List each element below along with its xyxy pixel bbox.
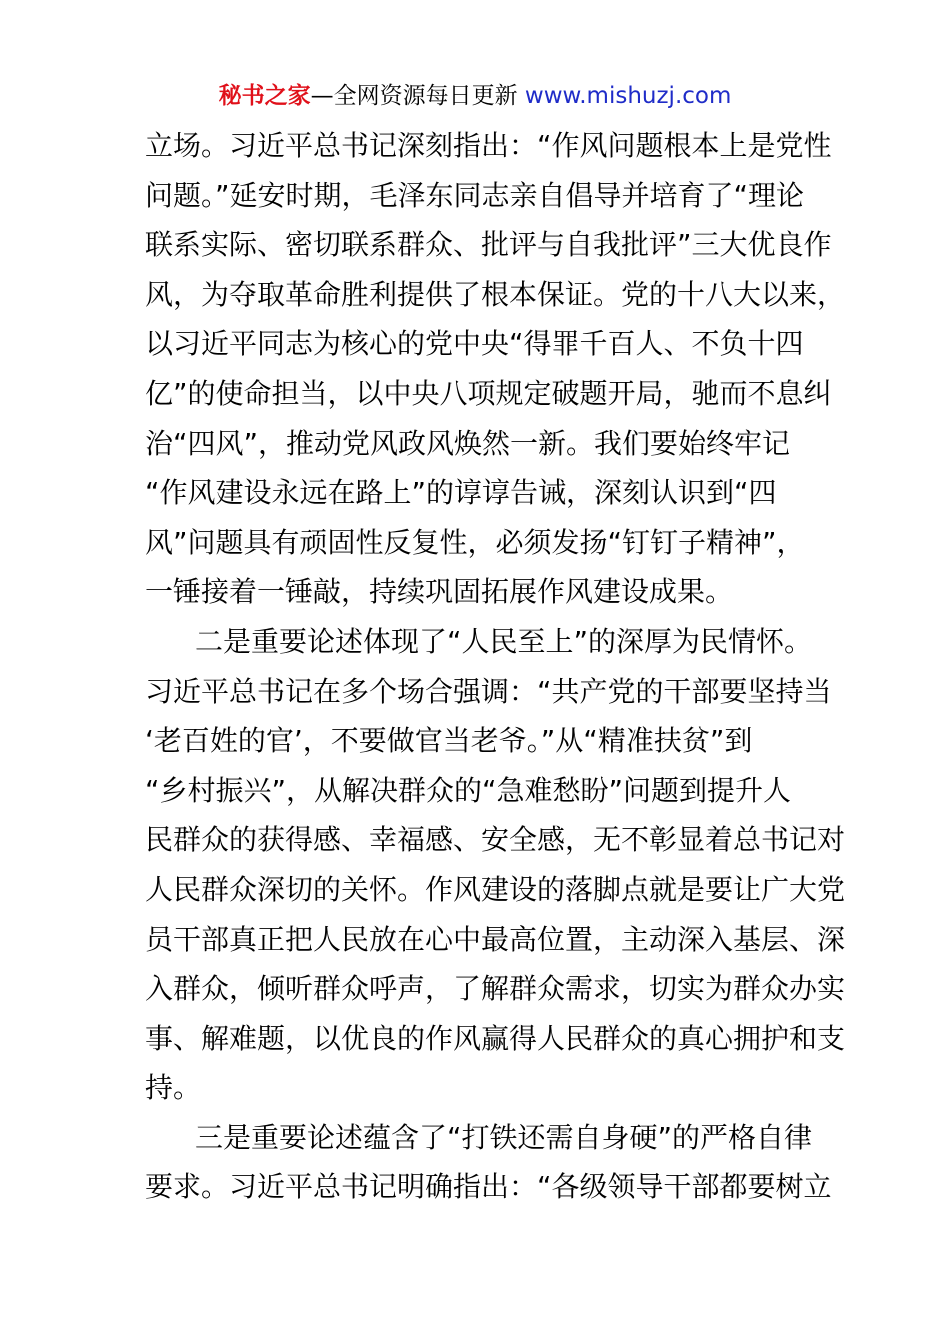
text-line: 风”问题具有顽固性反复性，必须发扬“钉钉子精神”，: [145, 525, 805, 559]
document-body: [145, 121, 846, 1212]
document-header: [0, 80, 950, 112]
text-line: 一锤接着一锤敲，持续巩固拓展作风建设成果。: [145, 575, 734, 609]
text-line: 民群众的获得感、幸福感、安全感，无不彰显着总书记对: [145, 823, 846, 857]
paragraph-start-line: 二是重要论述体现了“人民至上”的深厚为民情怀。: [195, 624, 813, 658]
text-line: 习近平总书记在多个场合强调：“共产党的干部要坚持当: [145, 674, 832, 708]
text-line: 人民群众深切的关怀。作风建设的落脚点就是要让广大党: [145, 872, 846, 906]
text-line: 风，为夺取革命胜利提供了根本保证。党的十八大以来，: [145, 277, 846, 311]
text-line: 事、解难题，以优良的作风赢得人民群众的真心拥护和支: [145, 1021, 846, 1055]
text-line: 入群众，倾听群众呼声，了解群众需求，切实为群众办实: [145, 972, 846, 1006]
text-line: 亿”的使命担当，以中央八项规定破题开局，驰而不息纠: [145, 376, 832, 410]
paragraph-start-line: 三是重要论述蕴含了“打铁还需自身硬”的严格自律: [195, 1120, 813, 1154]
text-line: 治“四风”，推动党风政风焕然一新。我们要始终牢记: [145, 426, 791, 460]
header-brand: 秘书之家: [218, 83, 311, 109]
text-line: “作风建设永远在路上”的谆谆告诫，深刻认识到“四: [145, 476, 777, 510]
text-line: ‘老百姓的官’，不要做官当老爷。”从“精准扶贫”到: [145, 724, 753, 758]
text-line: 员干部真正把人民放在心中最高位置，主动深入基层、深: [145, 922, 846, 956]
text-line: 以习近平同志为核心的党中央“得罪千百人、不负十四: [145, 327, 804, 361]
header-tagline: —全网资源每日更新: [310, 83, 518, 109]
text-line: “乡村振兴”，从解决群众的“急难愁盼”问题到提升人: [145, 773, 792, 807]
text-line: 持。: [145, 1071, 202, 1105]
text-line: 立场。习近平总书记深刻指出：“作风问题根本上是党性: [145, 129, 832, 162]
text-line: 联系实际、密切联系群众、批评与自我批评”三大优良作: [145, 228, 832, 262]
text-line: 要求。习近平总书记明确指出：“各级领导干部都要树立: [145, 1170, 832, 1204]
text-line: 问题。”延安时期，毛泽东同志亲自倡导并培育了“理论: [145, 178, 805, 212]
header-url[interactable]: www.mishuzj.com: [524, 83, 732, 109]
